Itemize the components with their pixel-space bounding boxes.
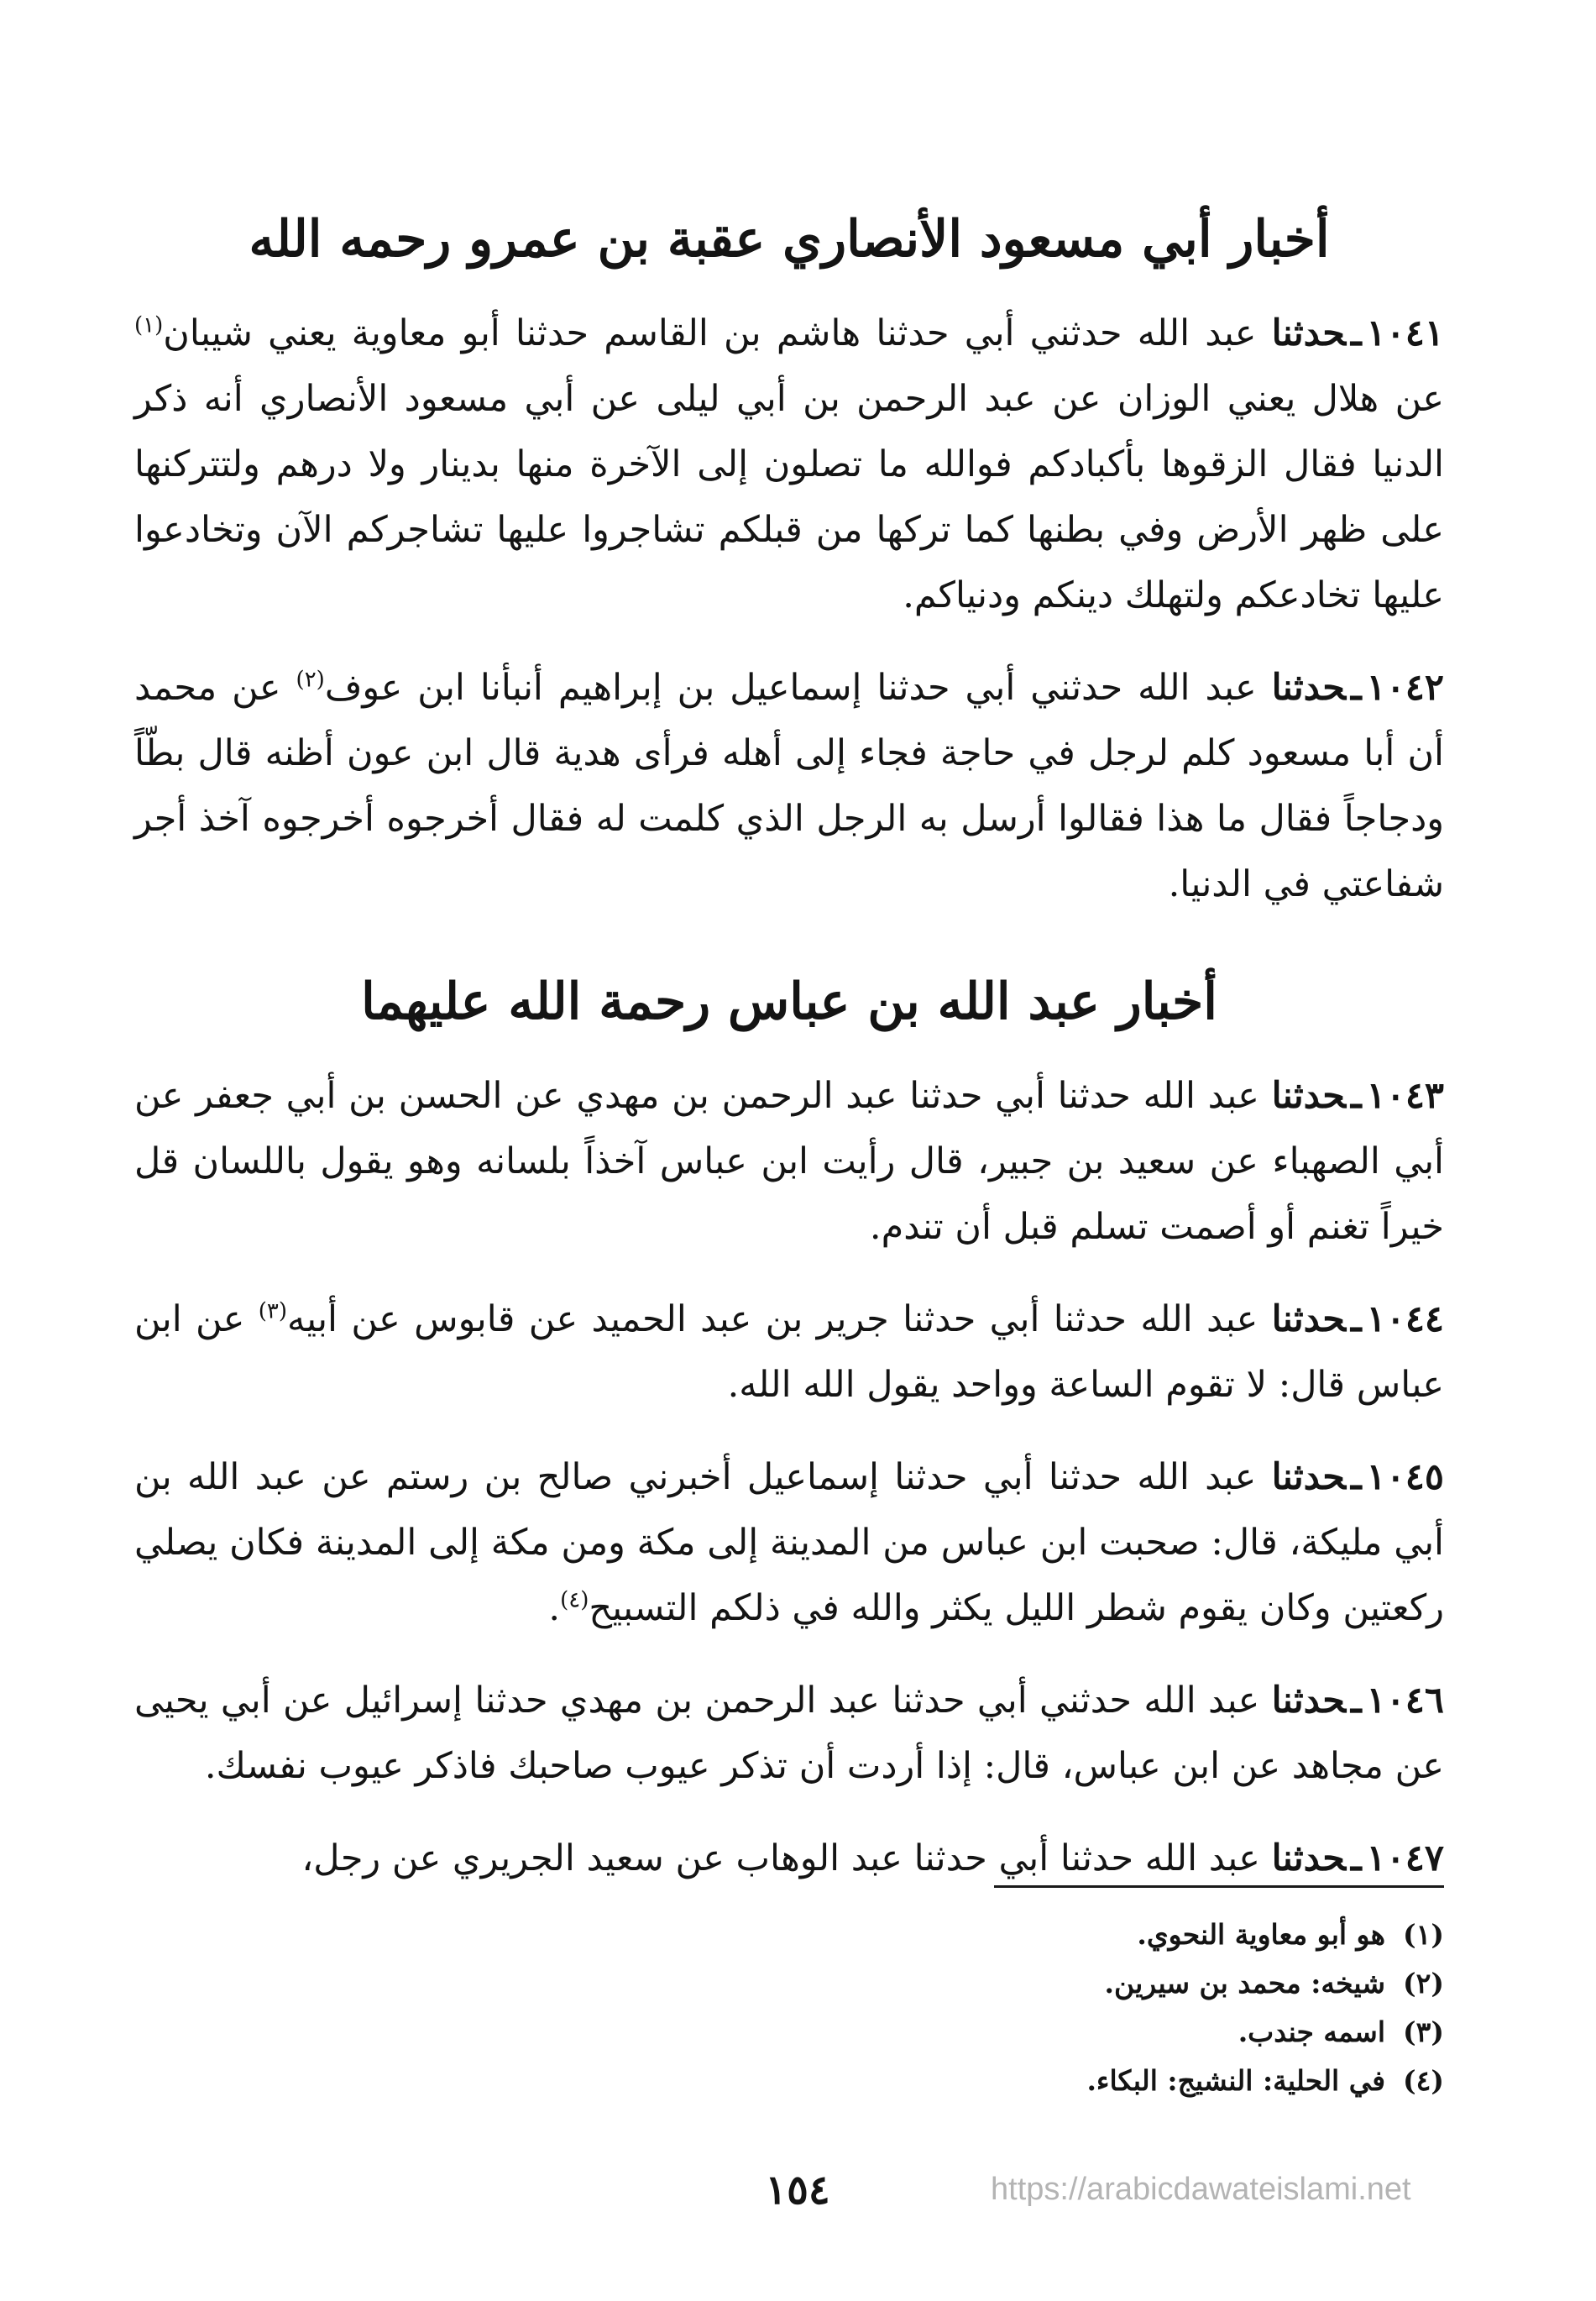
hadith-1046 bbox=[134, 1668, 1444, 1799]
hadith-dash: ـ bbox=[1351, 1680, 1362, 1722]
footnote-ref-1: (١) bbox=[134, 312, 164, 338]
footnote-divider bbox=[994, 1885, 1444, 1888]
section-title-ibn-abbas: أخبار عبد الله بن عباس رحمة الله عليهما bbox=[361, 972, 1217, 1031]
hadith-keyword: حدثنا bbox=[1271, 1456, 1346, 1498]
footnote-ref-2: (٢) bbox=[296, 667, 325, 693]
hadith-dash: ـ bbox=[1351, 1075, 1362, 1117]
hadith-text: عبد الله حدثنا أبي حدثنا عبد الرحمن بن مهدي عن الحسن بن أبي جعفر عن أبي الصهباء عن سعيد بن جبير، قال رأيت ابن عباس آخذاً بلسانه وهو يقول باللسان قل خيراً تغنم أو أصمت تسلم قبل أن تندم. bbox=[134, 1075, 1444, 1248]
footnote-text: شيخه: محمد بن سيرين. bbox=[1104, 1967, 1385, 2000]
hadith-number: ١٠٤٦ bbox=[1366, 1680, 1444, 1722]
hadith-keyword: حدثنا bbox=[1271, 1075, 1347, 1117]
hadith-dash: ـ bbox=[1351, 1298, 1362, 1340]
hadith-number: ١٠٤١ bbox=[1366, 312, 1444, 354]
hadith-dash: ـ bbox=[1351, 1456, 1362, 1498]
hadith-number: ١٠٤٢ bbox=[1366, 667, 1444, 709]
footnote-number: (١) bbox=[1403, 1918, 1444, 1951]
footnote-number: (٣) bbox=[1403, 2015, 1444, 2048]
footnote-2 bbox=[840, 1959, 1444, 2008]
footnotes bbox=[840, 1911, 1444, 2105]
hadith-1042 bbox=[134, 655, 1444, 917]
hadith-keyword: حدثنا bbox=[1271, 667, 1346, 709]
footnote-text: هو أبو معاوية النحوي. bbox=[1137, 1918, 1385, 1951]
hadith-dash: ـ bbox=[1351, 1837, 1362, 1879]
hadith-dash: ـ bbox=[1351, 312, 1362, 354]
hadith-keyword: حدثنا bbox=[1271, 1837, 1346, 1879]
hadith-number: ١٠٤٥ bbox=[1366, 1456, 1444, 1498]
section-title-abu-masud: أخبار أبي مسعود الأنصاري عقبة بن عمرو رحمه الله bbox=[249, 210, 1330, 269]
hadith-keyword: حدثنا bbox=[1271, 1298, 1347, 1340]
footnote-text: اسمه جندب. bbox=[1238, 2015, 1385, 2048]
footnote-ref-4: (٤) bbox=[560, 1587, 589, 1613]
footnote-ref-3: (٣) bbox=[258, 1298, 288, 1324]
footnote-number: (٤) bbox=[1403, 2064, 1444, 2097]
hadith-text-cont: عن محمد أن أبا مسعود كلم لرجل في حاجة فجاء إلى أهله فرأى هدية قال ابن عون أظنه قال بطّاً ودجاجاً فقال ما هذا فقالوا أرسل به الرجل الذي كلمت له فقال أخرجوه أخرجوه آخذ أجر شفاعتي في الدنيا. bbox=[134, 667, 1444, 905]
footnote-text: في الحلية: النشيج: البكاء. bbox=[1086, 2064, 1385, 2097]
hadith-1045 bbox=[134, 1444, 1444, 1641]
hadith-text: عبد الله حدثنا أبي حدثنا إسماعيل أخبرني صالح بن رستم عن عبد الله بن أبي مليكة، قال: صحبت ابن عباس من المدينة إلى مكة ومن مكة إلى المدينة فكان يصلي ركعتين وكان يقوم شطر الليل يكثر والله في ذلكم التسبيح bbox=[134, 1456, 1444, 1629]
hadith-text-cont: عن ابن عباس قال: لا تقوم الساعة وواحد يقول الله الله. bbox=[134, 1298, 1444, 1406]
hadith-1044 bbox=[134, 1287, 1444, 1418]
hadith-1047 bbox=[134, 1826, 1444, 1891]
hadith-text-cont: عن هلال يعني الوزان عن عبد الرحمن بن أبي ليلى عن أبي مسعود الأنصاري أنه ذكر الدنيا فقال الزقوها بأكبادكم فوالله ما تصلون إلى الآخرة منها بدينار ولا درهم ولتتركنها على ظهر الأرض وفي بطنها كما تركها من قبلكم تشاجروا عليها تشاجركم الآن وتخادعوا عليها تخادعكم ولتهلك دينكم ودنياكم. bbox=[134, 378, 1444, 616]
hadith-number: ١٠٤٤ bbox=[1366, 1298, 1445, 1340]
hadith-number: ١٠٤٣ bbox=[1366, 1075, 1445, 1117]
hadith-dash: ـ bbox=[1351, 667, 1362, 709]
hadith-text: عبد الله حدثني أبي حدثنا عبد الرحمن بن مهدي حدثنا إسرائيل عن أبي يحيى عن مجاهد عن ابن عباس، قال: إذا أردت أن تذكر عيوب صاحبك فاذكر عيوب نفسك. bbox=[134, 1680, 1444, 1787]
page-number: ١٥٤ bbox=[765, 2167, 830, 2214]
footnote-number: (٢) bbox=[1403, 1967, 1444, 2000]
hadith-text: عبد الله حدثني أبي حدثنا إسماعيل بن إبراهيم أنبأنا ابن عوف bbox=[324, 667, 1257, 709]
hadith-1041 bbox=[134, 301, 1444, 628]
hadith-text-cont: . bbox=[548, 1587, 561, 1629]
hadith-1043 bbox=[134, 1063, 1444, 1260]
footnote-3 bbox=[840, 2008, 1444, 2057]
hadith-keyword: حدثنا bbox=[1271, 1680, 1346, 1722]
hadith-text: عبد الله حدثنا أبي حدثنا عبد الوهاب عن سعيد الجريري عن رجل، bbox=[301, 1837, 1260, 1879]
hadith-keyword: حدثنا bbox=[1271, 312, 1346, 354]
hadith-number: ١٠٤٧ bbox=[1366, 1837, 1444, 1879]
footnote-1 bbox=[840, 1911, 1444, 1959]
watermark-url: https://arabicdawateislami.net bbox=[991, 2172, 1411, 2207]
page-body bbox=[134, 202, 1444, 1918]
footnote-4 bbox=[840, 2057, 1444, 2105]
hadith-text: عبد الله حدثني أبي حدثنا هاشم بن القاسم حدثنا أبو معاوية يعني شيبان bbox=[163, 312, 1257, 354]
hadith-text: عبد الله حدثنا أبي حدثنا جرير بن عبد الحميد عن قابوس عن أبيه bbox=[287, 1298, 1258, 1340]
